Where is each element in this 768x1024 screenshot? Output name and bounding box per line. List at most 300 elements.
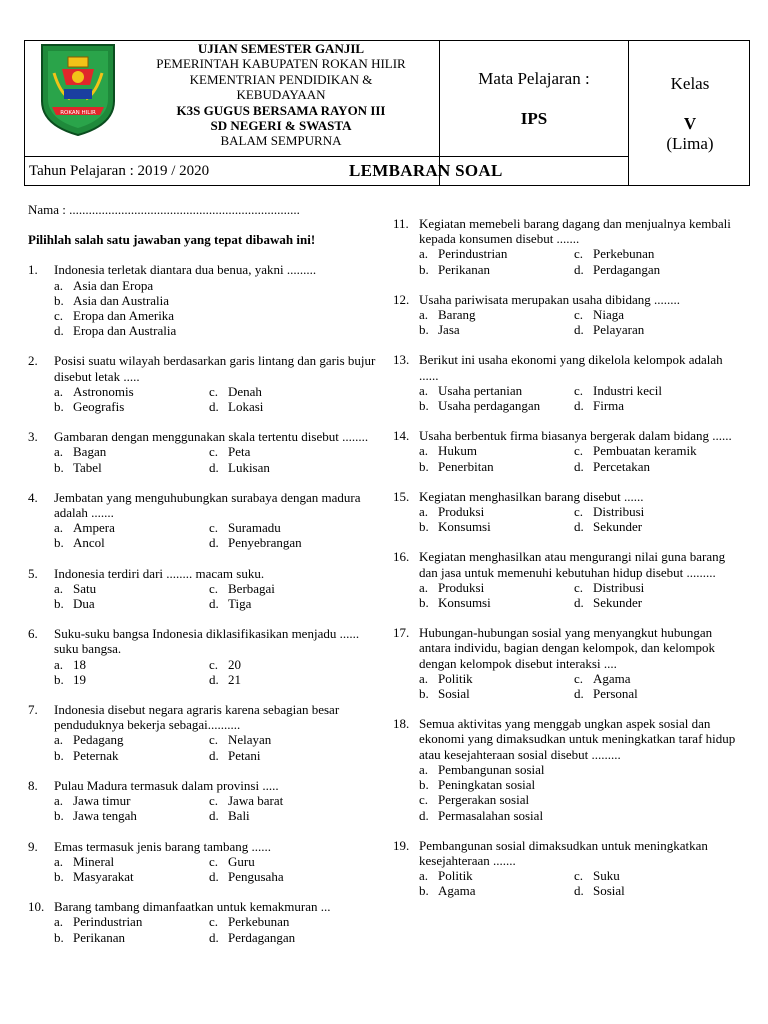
- option-text: Distribusi: [593, 504, 645, 520]
- option-letter: c.: [209, 793, 219, 809]
- left-column: [28, 202, 378, 960]
- question-text: Barang tambang dimanfaatkan untuk kemakmuran ...: [54, 899, 331, 915]
- question-number: 15.: [393, 488, 410, 504]
- answer-options: [54, 444, 378, 474]
- question-item: [393, 838, 743, 899]
- answer-option: [574, 868, 743, 883]
- option-letter: a.: [419, 579, 429, 595]
- subject-label: Mata Pelajaran :: [478, 69, 590, 88]
- answer-option: [209, 808, 378, 823]
- option-text: Usaha pertanian: [438, 382, 523, 398]
- question-number: 12.: [393, 291, 410, 307]
- option-text: Jawa timur: [73, 793, 131, 809]
- option-text: Ancol: [73, 535, 105, 551]
- option-letter: a.: [419, 246, 429, 262]
- answer-option: [54, 308, 378, 323]
- option-letter: a.: [419, 443, 429, 459]
- option-letter: d.: [574, 519, 584, 535]
- option-letter: b.: [54, 399, 64, 415]
- question-item: [28, 353, 378, 414]
- answer-options: [419, 580, 743, 610]
- option-text: Penyebrangan: [228, 535, 302, 551]
- answer-option: [209, 535, 378, 550]
- answer-option: [419, 459, 574, 474]
- option-text: Perdagangan: [228, 929, 296, 945]
- question-number: 6.: [28, 626, 38, 642]
- option-text: Astronomis: [73, 383, 134, 399]
- option-text: Produksi: [438, 504, 485, 520]
- question-number: 18.: [393, 716, 410, 732]
- institution-line: PEMERINTAH KABUPATEN ROKAN HILIR: [156, 56, 406, 72]
- option-letter: a.: [54, 580, 64, 596]
- option-text: Pedagang: [73, 732, 124, 748]
- option-text: Suramadu: [228, 520, 281, 536]
- option-text: Perkebunan: [228, 914, 290, 930]
- option-text: Permasalahan sosial: [438, 807, 544, 823]
- question-number: 7.: [28, 702, 38, 718]
- option-text: Pembuatan keramik: [593, 443, 697, 459]
- answer-option: [419, 580, 574, 595]
- question-item: [28, 566, 378, 612]
- option-text: Nelayan: [228, 732, 272, 748]
- option-letter: b.: [419, 883, 429, 899]
- question-item: [28, 262, 378, 338]
- option-letter: b.: [419, 458, 429, 474]
- answer-option: [54, 732, 209, 747]
- answer-options: [419, 307, 743, 337]
- answer-options: [419, 868, 743, 898]
- answer-options: [419, 383, 743, 413]
- option-text: Dua: [73, 596, 95, 612]
- option-letter: b.: [419, 322, 429, 338]
- question-number: 5.: [28, 565, 38, 581]
- option-letter: d.: [574, 398, 584, 414]
- option-text: Hukum: [438, 443, 477, 459]
- option-letter: c.: [209, 853, 219, 869]
- option-letter: c.: [209, 444, 219, 460]
- answer-option: [54, 581, 209, 596]
- option-text: Ampera: [73, 520, 115, 536]
- option-letter: b.: [54, 596, 64, 612]
- school-year: Tahun Pelajaran : 2019 / 2020: [29, 163, 210, 179]
- answer-option: [54, 793, 209, 808]
- option-text: 19: [73, 671, 86, 687]
- answer-option: [209, 399, 378, 414]
- answer-option: [574, 686, 743, 701]
- answer-option: [419, 686, 574, 701]
- option-text: Lokasi: [228, 399, 264, 415]
- option-letter: a.: [54, 277, 64, 293]
- option-letter: a.: [419, 761, 429, 777]
- option-letter: a.: [419, 670, 429, 686]
- option-letter: a.: [54, 520, 64, 536]
- question-number: 14.: [393, 428, 410, 444]
- option-letter: c.: [574, 246, 584, 262]
- question-number: 1.: [28, 262, 38, 278]
- option-letter: a.: [54, 656, 64, 672]
- question-text: Pembangunan sosial dimaksudkan untuk meningkatkan kesejahteraan .......: [419, 837, 708, 868]
- option-letter: b.: [54, 868, 64, 884]
- option-letter: d.: [209, 671, 219, 687]
- answer-option: [574, 307, 743, 322]
- option-text: Perindustrian: [438, 246, 508, 262]
- option-text: Petani: [228, 747, 261, 763]
- question-text: Indonesia disebut negara agraris karena sebagian besar penduduknya bekerja sebagai..........: [54, 702, 340, 733]
- option-text: Jawa tengah: [73, 808, 137, 824]
- option-letter: c.: [574, 382, 584, 398]
- instruction: Pilihlah salah satu jawaban yang tepat dibawah ini!: [28, 232, 316, 248]
- question-item: [393, 625, 743, 701]
- option-text: Perindustrian: [73, 914, 143, 930]
- option-letter: c.: [209, 520, 219, 536]
- answer-options: [54, 384, 378, 414]
- option-letter: a.: [54, 444, 64, 460]
- option-text: Perikanan: [73, 929, 125, 945]
- option-letter: b.: [419, 398, 429, 414]
- option-text: Eropa dan Australia: [73, 323, 177, 339]
- answer-option: [54, 278, 378, 293]
- question-text: Berikut ini usaha ekonomi yang dikelola kelompok adalah ......: [419, 352, 723, 383]
- option-letter: d.: [209, 929, 219, 945]
- institution-line: UJIAN SEMESTER GANJIL: [197, 41, 365, 56]
- answer-option: [419, 504, 574, 519]
- question-text: Kegiatan menghasilkan barang disebut ......: [419, 488, 644, 504]
- option-text: Satu: [73, 580, 97, 596]
- option-text: Geografis: [73, 399, 125, 415]
- answer-options: [54, 581, 378, 611]
- header-table: [24, 40, 750, 186]
- answer-options: [419, 671, 743, 701]
- option-text: Asia dan Eropa: [73, 277, 154, 293]
- answer-option: [209, 581, 378, 596]
- institution-block: [129, 41, 433, 149]
- question-item: [393, 716, 743, 822]
- question-item: [28, 626, 378, 687]
- answer-option: [574, 459, 743, 474]
- option-text: Usaha perdagangan: [438, 398, 541, 414]
- question-item: [28, 702, 378, 763]
- answer-option: [209, 930, 378, 945]
- question-text: Kegiatan memebeli barang dagang dan menjualnya kembali kepada konsumen disebut .......: [419, 216, 731, 247]
- option-letter: c.: [574, 579, 584, 595]
- class-word: (Lima): [666, 134, 714, 153]
- option-letter: b.: [54, 671, 64, 687]
- option-text: Tabel: [73, 459, 102, 475]
- question-item: [28, 778, 378, 824]
- answer-option: [419, 883, 574, 898]
- option-letter: a.: [419, 868, 429, 884]
- option-letter: c.: [574, 307, 584, 323]
- name-line: Nama : .......................................................................: [28, 202, 300, 217]
- answer-option: [54, 399, 209, 414]
- option-text: Perdagangan: [593, 261, 661, 277]
- option-letter: b.: [419, 595, 429, 611]
- answer-option: [54, 384, 209, 399]
- question-item: [28, 899, 378, 945]
- answer-option: [209, 854, 378, 869]
- option-text: Tiga: [228, 596, 252, 612]
- answer-option: [54, 930, 209, 945]
- option-letter: b.: [54, 929, 64, 945]
- question-text: Semua aktivitas yang menggab ungkan aspek sosial dan ekonomi yang dimaksudkan untuk meningkatkan taraf hidup atau kesejahteraan sosial disebut .........: [419, 716, 736, 762]
- option-letter: a.: [54, 793, 64, 809]
- class-label: Kelas: [670, 74, 710, 93]
- answer-option: [209, 520, 378, 535]
- option-text: Peta: [228, 444, 251, 460]
- class-value: V: [683, 114, 697, 133]
- question-text: Suku-suku bangsa Indonesia diklasifikasikan menjadu ...... suku bangsa.: [54, 626, 360, 657]
- answer-option: [54, 535, 209, 550]
- question-text: Usaha pariwisata merupakan usaha dibidang ........: [419, 291, 681, 307]
- answer-options: [419, 762, 743, 823]
- answer-option: [419, 808, 743, 823]
- answer-option: [574, 595, 743, 610]
- option-text: Perkebunan: [593, 246, 655, 262]
- option-letter: c.: [54, 308, 64, 324]
- answer-option: [419, 792, 743, 807]
- question-text: Gambaran dengan menggunakan skala tertentu disebut ........: [54, 429, 369, 445]
- option-letter: d.: [419, 807, 429, 823]
- option-text: Peningkatan sosial: [438, 777, 536, 793]
- institution-line: BALAM SEMPURNA: [220, 133, 342, 149]
- question-item: [28, 839, 378, 885]
- option-letter: c.: [209, 580, 219, 596]
- option-letter: c.: [419, 792, 429, 808]
- option-text: Sekunder: [593, 595, 643, 611]
- option-letter: c.: [209, 383, 219, 399]
- option-letter: d.: [209, 596, 219, 612]
- option-text: Agama: [593, 670, 631, 686]
- option-text: Pembangunan sosial: [438, 761, 545, 777]
- option-text: Politik: [438, 868, 473, 884]
- option-letter: b.: [419, 261, 429, 277]
- question-number: 11.: [393, 216, 409, 231]
- answer-option: [574, 246, 743, 261]
- option-text: Pelayaran: [593, 322, 645, 338]
- option-letter: d.: [209, 399, 219, 415]
- answer-option: [419, 262, 574, 277]
- answer-option: [419, 246, 574, 261]
- question-text: Jembatan yang menguhubungkan surabaya dengan madura adalah .......: [54, 489, 361, 521]
- option-letter: d.: [209, 808, 219, 824]
- option-letter: b.: [54, 459, 64, 475]
- option-letter: d.: [574, 595, 584, 611]
- option-letter: d.: [574, 322, 584, 338]
- option-letter: b.: [54, 747, 64, 763]
- option-text: Sosial: [593, 883, 625, 899]
- answer-option: [419, 671, 574, 686]
- question-number: 17.: [393, 625, 410, 641]
- answer-option: [54, 460, 209, 475]
- question-item: [28, 429, 378, 475]
- institution-line: KEMENTRIAN PENDIDIKAN &: [189, 71, 373, 87]
- option-text: Eropa dan Amerika: [73, 308, 175, 324]
- answer-options: [54, 657, 378, 687]
- answer-option: [209, 748, 378, 763]
- option-letter: d.: [54, 323, 64, 339]
- option-letter: a.: [54, 914, 64, 930]
- option-text: Denah: [228, 383, 262, 399]
- option-letter: b.: [419, 686, 429, 702]
- option-text: Sosial: [438, 686, 470, 702]
- answer-option: [419, 322, 574, 337]
- regency-crest-logo: [40, 43, 116, 137]
- option-text: Percetakan: [593, 458, 651, 474]
- answer-options: [54, 278, 378, 339]
- answer-options: [54, 732, 378, 762]
- question-number: 16.: [393, 549, 410, 565]
- option-letter: c.: [574, 443, 584, 459]
- answer-option: [419, 868, 574, 883]
- divider: [25, 156, 628, 157]
- option-text: Industri kecil: [593, 382, 662, 398]
- subject-value: IPS: [520, 109, 548, 128]
- question-item: [393, 428, 743, 474]
- option-letter: d.: [209, 868, 219, 884]
- answer-option: [209, 732, 378, 747]
- question-text: Emas termasuk jenis barang tambang ......: [54, 838, 271, 854]
- question-item: [393, 292, 743, 338]
- question-text: Pulau Madura termasuk dalam provinsi .....: [54, 777, 279, 793]
- option-text: Masyarakat: [73, 868, 134, 884]
- option-text: Penerbitan: [438, 458, 494, 474]
- answer-option: [209, 869, 378, 884]
- option-text: 21: [228, 671, 241, 687]
- option-text: Peternak: [73, 747, 119, 763]
- option-text: Agama: [438, 883, 476, 899]
- answer-option: [574, 443, 743, 458]
- answer-option: [574, 504, 743, 519]
- option-text: Bali: [228, 808, 250, 824]
- answer-option: [419, 398, 574, 413]
- option-letter: a.: [419, 382, 429, 398]
- answer-option: [574, 519, 743, 534]
- option-letter: b.: [54, 292, 64, 308]
- institution-line: SD NEGERI & SWASTA: [210, 118, 352, 134]
- option-text: Barang: [438, 307, 476, 323]
- option-text: 18: [73, 656, 86, 672]
- option-letter: a.: [54, 732, 64, 748]
- option-letter: d.: [209, 747, 219, 763]
- answer-option: [574, 398, 743, 413]
- answer-option: [54, 657, 209, 672]
- answer-option: [54, 854, 209, 869]
- option-letter: c.: [209, 914, 219, 930]
- answer-option: [419, 443, 574, 458]
- answer-option: [574, 580, 743, 595]
- answer-option: [209, 793, 378, 808]
- answer-options: [54, 914, 378, 944]
- answer-option: [419, 762, 743, 777]
- answer-option: [209, 657, 378, 672]
- answer-option: [209, 914, 378, 929]
- question-text: Kegiatan menghasilkan atau mengurangi nilai guna barang dan jasa untuk memenuhi kebutuhan hidup disebut .........: [419, 549, 726, 580]
- option-letter: c.: [209, 656, 219, 672]
- answer-options: [419, 246, 743, 276]
- answer-option: [54, 748, 209, 763]
- answer-option: [574, 671, 743, 686]
- option-text: Mineral: [73, 853, 115, 869]
- question-text: Indonesia terletak diantara dua benua, yakni .........: [54, 262, 317, 278]
- option-text: Pergerakan sosial: [438, 792, 530, 808]
- answer-option: [54, 444, 209, 459]
- answer-option: [574, 322, 743, 337]
- answer-option: [54, 293, 378, 308]
- option-text: Jasa: [438, 322, 460, 338]
- option-letter: d.: [574, 686, 584, 702]
- logo-text: ROKAN HILIR: [60, 110, 96, 116]
- option-text: Politik: [438, 670, 473, 686]
- option-text: Konsumsi: [438, 519, 491, 535]
- question-number: 2.: [28, 353, 38, 369]
- option-letter: a.: [419, 504, 429, 520]
- question-item: [393, 489, 743, 535]
- answer-option: [419, 777, 743, 792]
- answer-options: [54, 793, 378, 823]
- question-item: [393, 549, 743, 610]
- option-text: Guru: [228, 853, 255, 869]
- answer-option: [209, 596, 378, 611]
- answer-options: [54, 520, 378, 550]
- option-letter: b.: [54, 535, 64, 551]
- answer-option: [54, 808, 209, 823]
- option-text: Pengusaha: [228, 868, 284, 884]
- question-number: 3.: [28, 429, 38, 445]
- option-letter: d.: [209, 459, 219, 475]
- answer-option: [574, 383, 743, 398]
- question-text: Usaha berbentuk firma biasanya bergerak dalam bidang ......: [419, 428, 732, 444]
- answer-options: [419, 504, 743, 534]
- option-text: Distribusi: [593, 579, 645, 595]
- answer-option: [419, 595, 574, 610]
- option-text: Berbagai: [228, 580, 275, 596]
- option-letter: c.: [574, 670, 584, 686]
- option-text: Lukisan: [228, 459, 270, 475]
- option-letter: d.: [209, 535, 219, 551]
- option-letter: b.: [54, 808, 64, 824]
- answer-option: [419, 383, 574, 398]
- option-letter: b.: [419, 519, 429, 535]
- answer-option: [54, 914, 209, 929]
- question-text: Indonesia terdiri dari ........ macam suku.: [54, 565, 265, 581]
- option-text: Bagan: [73, 444, 107, 460]
- answer-option: [209, 460, 378, 475]
- option-text: Perikanan: [438, 261, 490, 277]
- question-number: 8.: [28, 777, 38, 793]
- answer-option: [209, 444, 378, 459]
- question-item: [393, 352, 743, 413]
- option-text: 20: [228, 656, 241, 672]
- answer-option: [209, 384, 378, 399]
- answer-option: [419, 519, 574, 534]
- option-text: Produksi: [438, 579, 485, 595]
- question-number: 10.: [28, 899, 45, 915]
- answer-option: [54, 596, 209, 611]
- sheet-title: LEMBARAN SOAL: [349, 161, 503, 180]
- answer-options: [54, 854, 378, 884]
- question-number: 19.: [393, 837, 410, 853]
- option-text: Firma: [593, 398, 625, 414]
- option-letter: b.: [419, 777, 429, 793]
- option-text: Sekunder: [593, 519, 643, 535]
- institution-line: KEBUDAYAAN: [236, 87, 326, 103]
- question-text: Hubungan-hubungan sosial yang menyangkut hubungan antara individu, bagian dengan kelompok, dan kelompok dengan kelompok disebut interaksi ....: [419, 625, 716, 671]
- answer-option: [54, 323, 378, 338]
- option-letter: c.: [574, 868, 584, 884]
- option-letter: a.: [54, 383, 64, 399]
- option-letter: a.: [54, 853, 64, 869]
- answer-option: [209, 672, 378, 687]
